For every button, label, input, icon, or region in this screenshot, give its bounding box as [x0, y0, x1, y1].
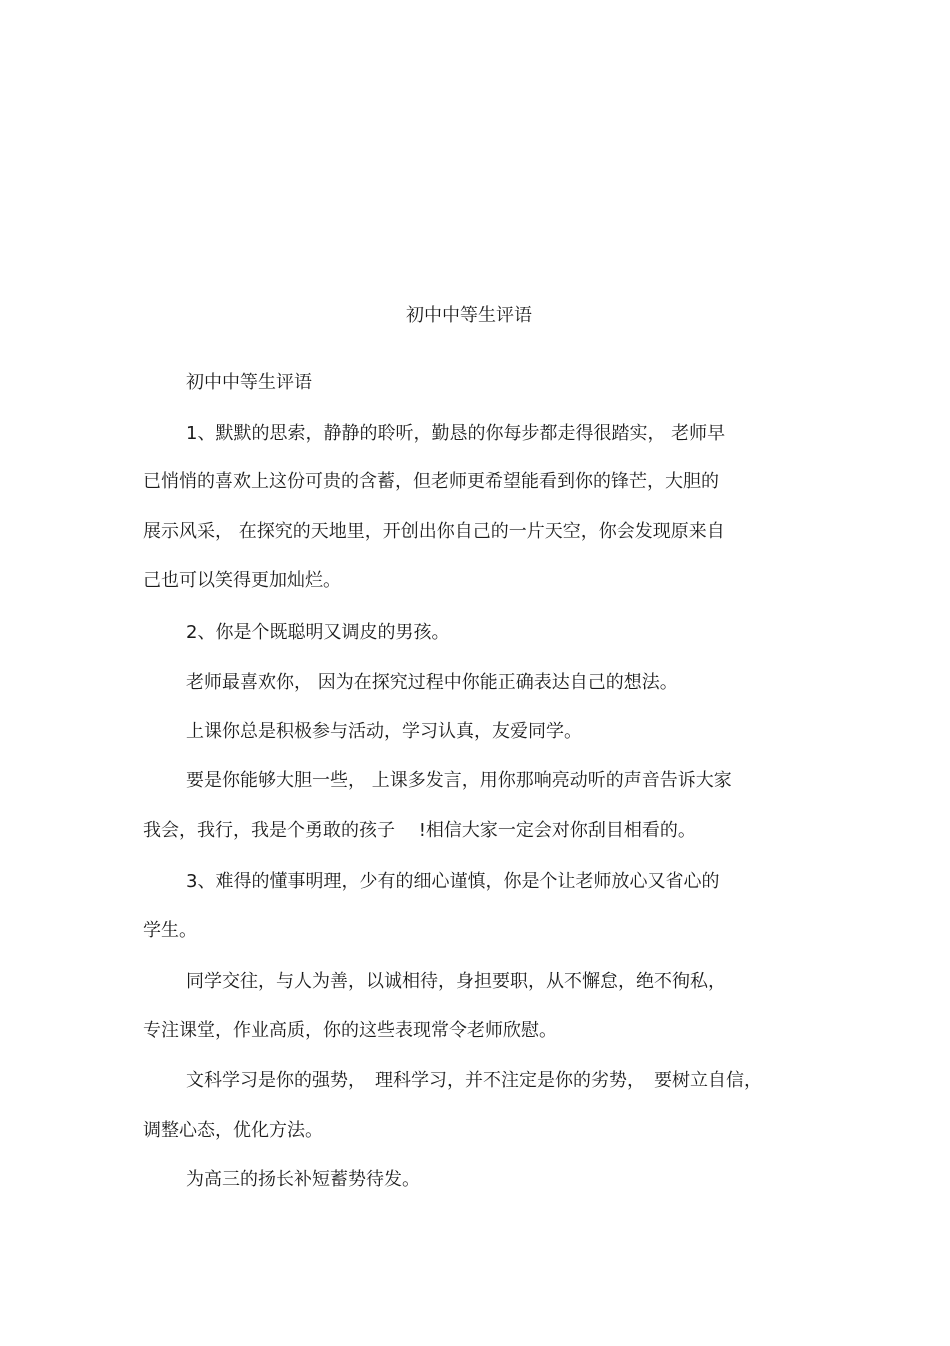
- paragraph-line: 老师最喜欢你， 因为在探究过程中你能正确表达自己的想法。: [186, 672, 678, 693]
- paragraph-line: 专注课堂，作业高质，你的这些表现常令老师欣慰。: [143, 1020, 557, 1041]
- paragraph-line: 已悄悄的喜欢上这份可贵的含蓄，但老师更希望能看到你的锋芒，大胆的: [143, 471, 719, 492]
- paragraph-line: 调整心态，优化方法。: [143, 1120, 323, 1141]
- paragraph-line: 我会，我行，我是个勇敢的孩子 !相信大家一定会对你刮目相看的。: [143, 820, 696, 841]
- paragraph-line: 3、难得的懂事明理，少有的细心谨慎，你是个让老师放心又省心的: [186, 871, 720, 892]
- paragraph-line: 展示风采， 在探究的天地里，开创出你自己的一片天空，你会发现原来自: [143, 521, 725, 542]
- paragraph-line: 为高三的扬长补短蓄势待发。: [186, 1169, 420, 1190]
- document-title: 初中中等生评语: [406, 305, 532, 326]
- section-heading: 初中中等生评语: [186, 372, 312, 393]
- paragraph-line: 己也可以笑得更加灿烂。: [143, 570, 341, 591]
- paragraph-line: 文科学习是你的强势， 理科学习，并不注定是你的劣势， 要树立自信，: [186, 1070, 762, 1091]
- paragraph-line: 同学交往，与人为善，以诚相待，身担要职，从不懈怠，绝不徇私，: [186, 971, 726, 992]
- paragraph-line: 学生。: [143, 920, 197, 941]
- paragraph-line: 上课你总是积极参与活动，学习认真，友爱同学。: [186, 721, 582, 742]
- paragraph-line: 2、你是个既聪明又调皮的男孩。: [186, 622, 450, 643]
- paragraph-line: 要是你能够大胆一些， 上课多发言，用你那响亮动听的声音告诉大家: [186, 770, 732, 791]
- paragraph-line: 1、默默的思索，静静的聆听，勤恳的你每步都走得很踏实， 老师早: [186, 423, 726, 444]
